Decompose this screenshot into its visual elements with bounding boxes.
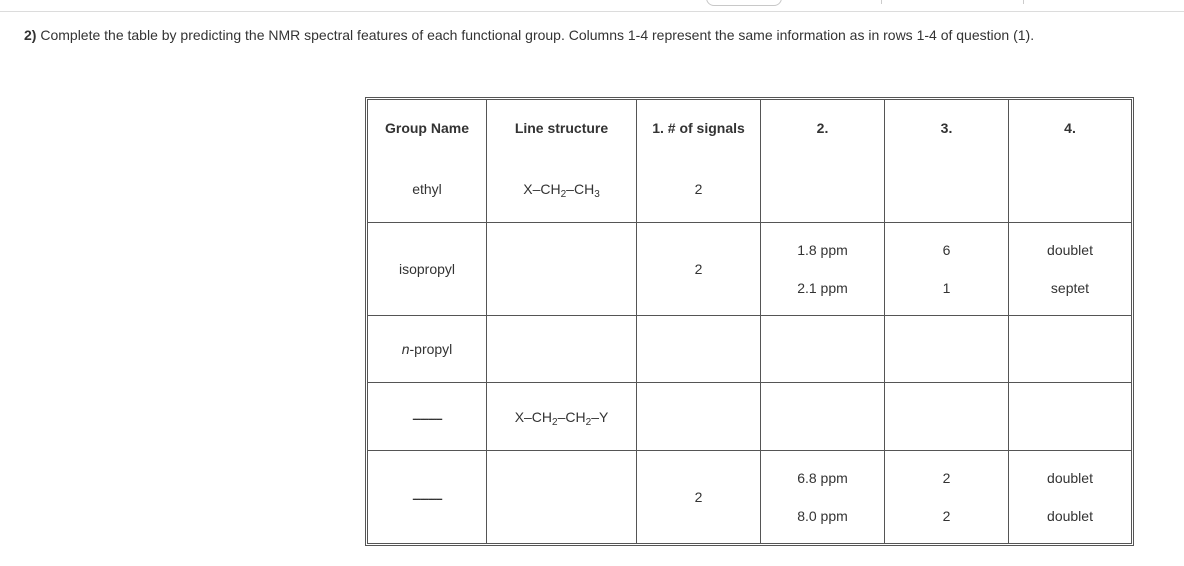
cell-num-signals: 2 — [637, 155, 761, 223]
top-divider-mark — [1023, 0, 1024, 4]
nmr-table — [367, 99, 1132, 544]
cell-group-name: ----------- — [368, 383, 487, 451]
multiplicity-value: doublet — [1047, 507, 1093, 524]
header-line-structure: Line structure — [487, 100, 637, 155]
shift-value: 6.8 ppm — [797, 469, 848, 486]
cell-col-3 — [885, 451, 1009, 543]
cell-num-signals: 2 — [637, 451, 761, 543]
integration-value: 6 — [942, 241, 951, 258]
cell-line-structure — [487, 383, 637, 451]
shift-value: 8.0 ppm — [797, 507, 848, 524]
header-col-3: 3. — [885, 100, 1009, 155]
shift-value: 1.8 ppm — [797, 241, 848, 258]
cell-num-signals — [637, 383, 761, 451]
cell-col-4 — [1009, 223, 1131, 316]
cell-col-4 — [1009, 155, 1131, 223]
cell-line-structure — [487, 155, 637, 223]
cell-group-name: isopropyl — [368, 223, 487, 316]
cell-line-structure — [487, 316, 637, 383]
cell-col-4 — [1009, 316, 1131, 383]
cell-col-4 — [1009, 383, 1131, 451]
header-group-name: Group Name — [368, 100, 487, 155]
integration-value: 1 — [942, 279, 951, 296]
multiplicity-value: doublet — [1047, 241, 1093, 258]
question-number: 2) — [24, 27, 37, 43]
table-row — [368, 451, 1131, 543]
cell-col-2 — [761, 155, 885, 223]
cell-col-4 — [1009, 451, 1131, 543]
cell-col-3 — [885, 383, 1009, 451]
cell-num-signals: 2 — [637, 223, 761, 316]
table-header-row — [368, 100, 1131, 155]
cell-line-structure — [487, 223, 637, 316]
table-row — [368, 316, 1131, 383]
header-col-2: 2. — [761, 100, 885, 155]
cell-line-structure — [487, 451, 637, 543]
multiplicity-value: doublet — [1047, 469, 1093, 486]
cell-num-signals — [637, 316, 761, 383]
cell-group-name: ----------- — [368, 451, 487, 543]
integration-value: 2 — [942, 469, 951, 486]
cell-col-2 — [761, 451, 885, 543]
formula: $X-CH_2-CH_2-Y$ — [514, 408, 609, 428]
integration-value: 2 — [942, 507, 951, 524]
cell-col-3 — [885, 316, 1009, 383]
top-divider — [0, 11, 1184, 12]
top-divider-mark — [881, 0, 882, 4]
cell-group-name: ethyl — [368, 155, 487, 223]
shift-value: 2.1 ppm — [797, 279, 848, 296]
cell-group-name: n-propyl — [368, 316, 487, 383]
table-row — [368, 155, 1131, 223]
formula: $X-CH_2-CH_3$ — [523, 180, 600, 200]
table-row — [368, 383, 1131, 451]
cell-col-3 — [885, 155, 1009, 223]
cell-col-2 — [761, 223, 885, 316]
question-body: Complete the table by predicting the NMR spectral features of each functional group. Columns 1-4 represent the same information as in rows 1-4 of question (1). — [40, 27, 1035, 43]
question-text — [24, 27, 1034, 43]
header-col-4: 4. — [1064, 119, 1076, 136]
table-row — [368, 223, 1131, 316]
top-tab-outline — [706, 0, 782, 6]
cell-col-2 — [761, 383, 885, 451]
cell-col-3 — [885, 223, 1009, 316]
multiplicity-value: septet — [1050, 279, 1090, 296]
header-num-signals: 1. # of signals — [637, 100, 761, 155]
cell-col-2 — [761, 316, 885, 383]
